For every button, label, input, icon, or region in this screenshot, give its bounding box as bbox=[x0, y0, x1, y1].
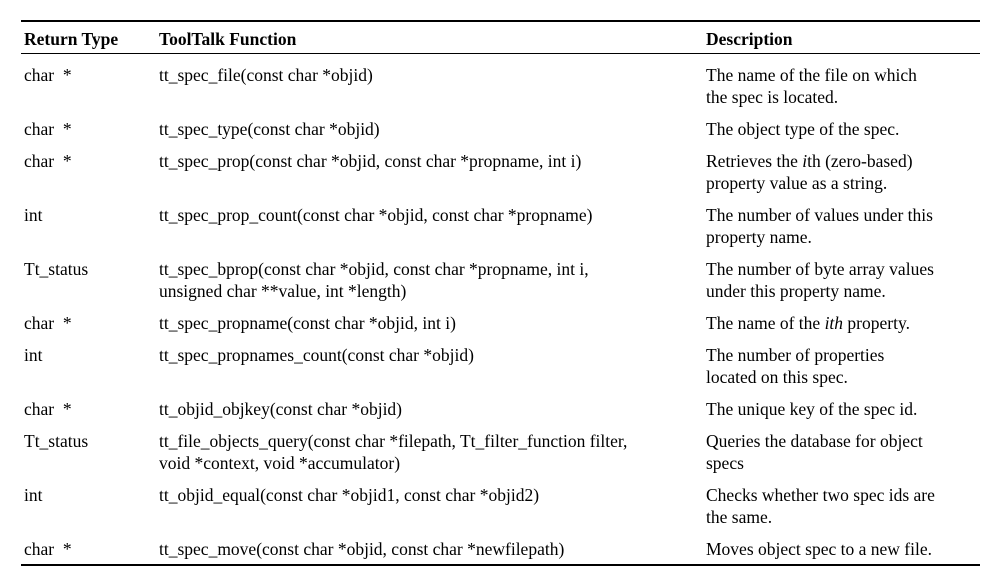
return-type-cell: Tt_status bbox=[24, 431, 89, 451]
return-type-cell: int bbox=[24, 205, 43, 225]
description-cell: The number of byte array values under this property name. bbox=[706, 259, 934, 301]
table-row bbox=[21, 420, 980, 474]
function-cell: tt_objid_equal(const char *objid1, const char *objid2) bbox=[159, 485, 540, 505]
function-cell: tt_file_objects_query(const char *filepath, Tt_filter_function filter, void *context, void *accumulator) bbox=[159, 431, 628, 473]
table-row bbox=[21, 388, 980, 420]
table-row bbox=[21, 302, 980, 334]
description-cell: The name of the ith property. bbox=[706, 313, 910, 333]
table-header-row bbox=[21, 21, 980, 54]
function-cell: tt_spec_prop_count(const char *objid, const char *propname) bbox=[159, 205, 593, 225]
description-cell: The number of properties located on this spec. bbox=[706, 345, 885, 387]
table-row bbox=[21, 194, 980, 248]
header-description: Description bbox=[706, 21, 980, 54]
function-cell: tt_spec_bprop(const char *objid, const char *propname, int i, unsigned char **value, int *length) bbox=[159, 259, 589, 301]
return-type-cell: char * bbox=[24, 65, 72, 85]
return-type-cell: char * bbox=[24, 399, 72, 419]
table-row bbox=[21, 474, 980, 528]
header-return-type: Return Type bbox=[21, 21, 159, 54]
function-cell: tt_objid_objkey(const char *objid) bbox=[159, 399, 403, 419]
function-cell: tt_spec_type(const char *objid) bbox=[159, 119, 380, 139]
return-type-cell: int bbox=[24, 345, 43, 365]
return-type-cell: char * bbox=[24, 539, 72, 559]
function-cell: tt_spec_propname(const char *objid, int i) bbox=[159, 313, 456, 333]
description-cell: Moves object spec to a new file. bbox=[706, 539, 932, 559]
description-cell: Retrieves the ith (zero-based) property value as a string. bbox=[706, 151, 913, 193]
return-type-cell: Tt_status bbox=[24, 259, 89, 279]
table-row bbox=[21, 108, 980, 140]
return-type-cell: char * bbox=[24, 119, 72, 139]
description-cell: Queries the database for object specs bbox=[706, 431, 923, 473]
description-cell: The number of values under this property name. bbox=[706, 205, 933, 247]
return-type-cell: int bbox=[24, 485, 43, 505]
function-cell: tt_spec_file(const char *objid) bbox=[159, 65, 373, 85]
table-row bbox=[21, 334, 980, 388]
header-tooltalk-function: ToolTalk Function bbox=[159, 21, 706, 54]
table-row bbox=[21, 248, 980, 302]
return-type-cell: char * bbox=[24, 151, 72, 171]
description-cell: The object type of the spec. bbox=[706, 119, 900, 139]
tooltalk-function-table bbox=[21, 20, 980, 566]
table-body bbox=[21, 54, 980, 566]
description-cell: The name of the file on which the spec is located. bbox=[706, 65, 917, 107]
table-row bbox=[21, 140, 980, 194]
description-cell: The unique key of the spec id. bbox=[706, 399, 918, 419]
function-cell: tt_spec_move(const char *objid, const char *newfilepath) bbox=[159, 539, 565, 559]
function-cell: tt_spec_prop(const char *objid, const char *propname, int i) bbox=[159, 151, 582, 171]
table-row bbox=[21, 528, 980, 565]
function-cell: tt_spec_propnames_count(const char *objid) bbox=[159, 345, 474, 365]
description-cell: Checks whether two spec ids are the same. bbox=[706, 485, 935, 527]
table-header bbox=[21, 21, 980, 54]
return-type-cell: char * bbox=[24, 313, 72, 333]
table-row bbox=[21, 54, 980, 109]
